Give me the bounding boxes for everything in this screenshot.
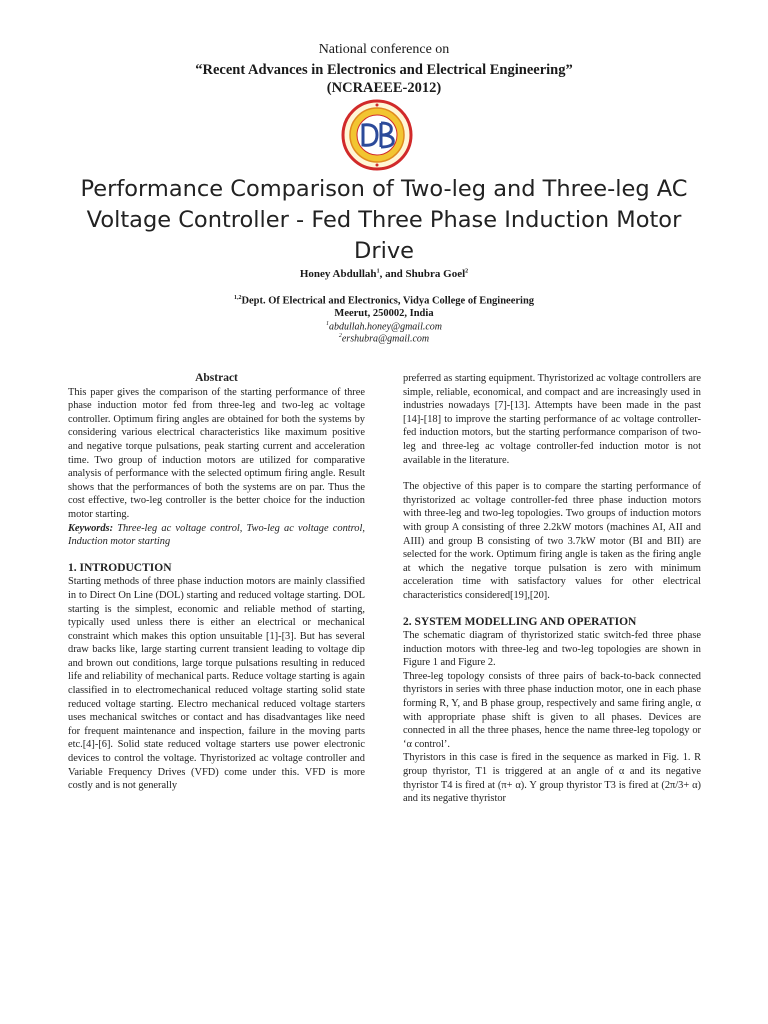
paper-city: Meerut, 250002, India [334,308,434,319]
section-heading: 2. SYSTEM MODELLING AND OPERATION [403,615,637,628]
author-names: Honey Abdullah [299,268,377,280]
conference-logo-icon [341,99,413,171]
author-superscript: 1 [376,268,380,275]
keywords-text: Three-leg ac voltage control, Two-leg ac voltage control, Induction motor starting [68,522,365,548]
abstract-heading: Abstract [195,372,238,384]
email-superscript: 2 [338,333,342,339]
email-text: abdullah.honey@gmail.com [328,321,443,333]
paper-authors [0,268,768,280]
paragraph: The schematic diagram of thyristorized static switch-fed three phase induction motors with three-leg and two-leg topologies are shown in Figure 1 and Figure 2. [403,630,701,669]
keywords-label: Keywords: [68,522,114,534]
paragraph: preferred as starting equipment. Thyristorized ac voltage controllers are simple, reliable, economical, and compact and are increasingly used in industries nowadays [7]-[13]. Attempts have been made in the past [14]-[18] to improve the starting performance of ac voltage controller-fed induction motors, but the starting performance comparison of two-leg and three-leg ac voltage controller-fed induction motor is not available in the literature. [403,373,701,466]
affiliation-superscript: 1,2 [233,295,242,301]
left-column [68,372,365,793]
conference-title: “Recent Advances in Electronics and Electrical Engineering” [195,62,573,78]
paragraph: The objective of this paper is to compare the starting performance of thyristorized ac voltage controller-fed three phase induction motors with three-leg and two-leg topologies. Two groups of induction motors with group A consisting of three 2.2kW motors (machines AI, AII and AIII) and group B consisting of two 3.7kW motor (BI and BII) are selected for the work. Optimum firing angle is taken as the firing angle at which the negative torque pulsation is zero with minimum acceleration time with satisfactory values for other electrical characteristics considered[19],[20]. [403,481,701,601]
author-superscript: 2 [465,268,469,275]
email-text: ershubra@gmail.com [341,333,430,345]
paper-title: Performance Comparison of Two-leg and Three-leg AC Voltage Controller - Fed Three Phase Induction Motor Drive [80,176,688,264]
keywords [68,522,365,549]
affiliation-text: Dept. Of Electrical and Electronics, Vidya College of Engineering [241,295,535,307]
author-names-second: , and Shubra Goel [379,268,466,280]
paragraph: Starting methods of three phase induction motors are mainly classified in to Direct On Line (DOL) starting and reduced voltage starting. DOL starting is the simplest, economic and reliable method of starting, typically used unless there is either an electrical or mechanical constraint which makes this option unsuitable [1]-[3]. But has several draw backs like, large starting current transient leading to voltage dip and brown out conditions, large torque pulsations resulting in reduced life and reliability of mechanical parts. Reduce voltage starting is again classified in to electromechanical reduced voltage starting solid state reduced voltage starting. Electro mechanical reduced voltage starters uses mechanical switches or contact and has disadvantages like need for frequent maintenance and inspection, failure in the moving parts etc.[4]-[6]. Solid state reduced voltage starters use power electronic devices to control the voltage. Thyristorized ac voltage controller and Variable Frequency Drives (VFD) come under this. VFD is more costly and is not generally [68,576,365,792]
author-email [0,321,768,332]
author-email [0,333,768,344]
paragraph: Three-leg topology consists of three pairs of back-to-back connected thyristors in series with three phase induction motor, one in each phase forming R, Y, and B phase group, respectively and same firing angle, α with appropriate phase shift is given to all phases. Devices are connected in all the three phases, hence the name three-leg topology or ‘α control’. [403,670,701,750]
paper-affiliation [0,295,768,307]
section-heading: 1. INTRODUCTION [68,561,172,574]
abstract-text: This paper gives the comparison of the starting performance of three phase induction motor fed from three-leg and two-leg ac voltage controller. Optimum firing angles are obtained for both the systems by considering various electrical characteristics like maximum positive and negative torque pulsations, peak starting current and acceleration time. Two group of induction motors are utilized for comparative analysis of performance with the selected optimum firing angle. Result shows that the performances of both the systems are on par. Thus the cost effective, two-leg controller is the better choice for the induction motor starting. [68,386,365,520]
email-superscript: 1 [325,321,329,327]
paragraph: Thyristors in this case is fired in the sequence as marked in Fig. 1. R group thyristor, T1 is triggered at an angle of α and its negative thyristor T4 is fired at (π+ α). Y group thyristor T3 is fired at (2π/3+ α) and its negative thyristor [403,752,701,805]
conference-line: National conference on [318,42,450,57]
conference-abbreviation: (NCRAEEE-2012) [326,80,442,96]
right-column [403,372,701,806]
